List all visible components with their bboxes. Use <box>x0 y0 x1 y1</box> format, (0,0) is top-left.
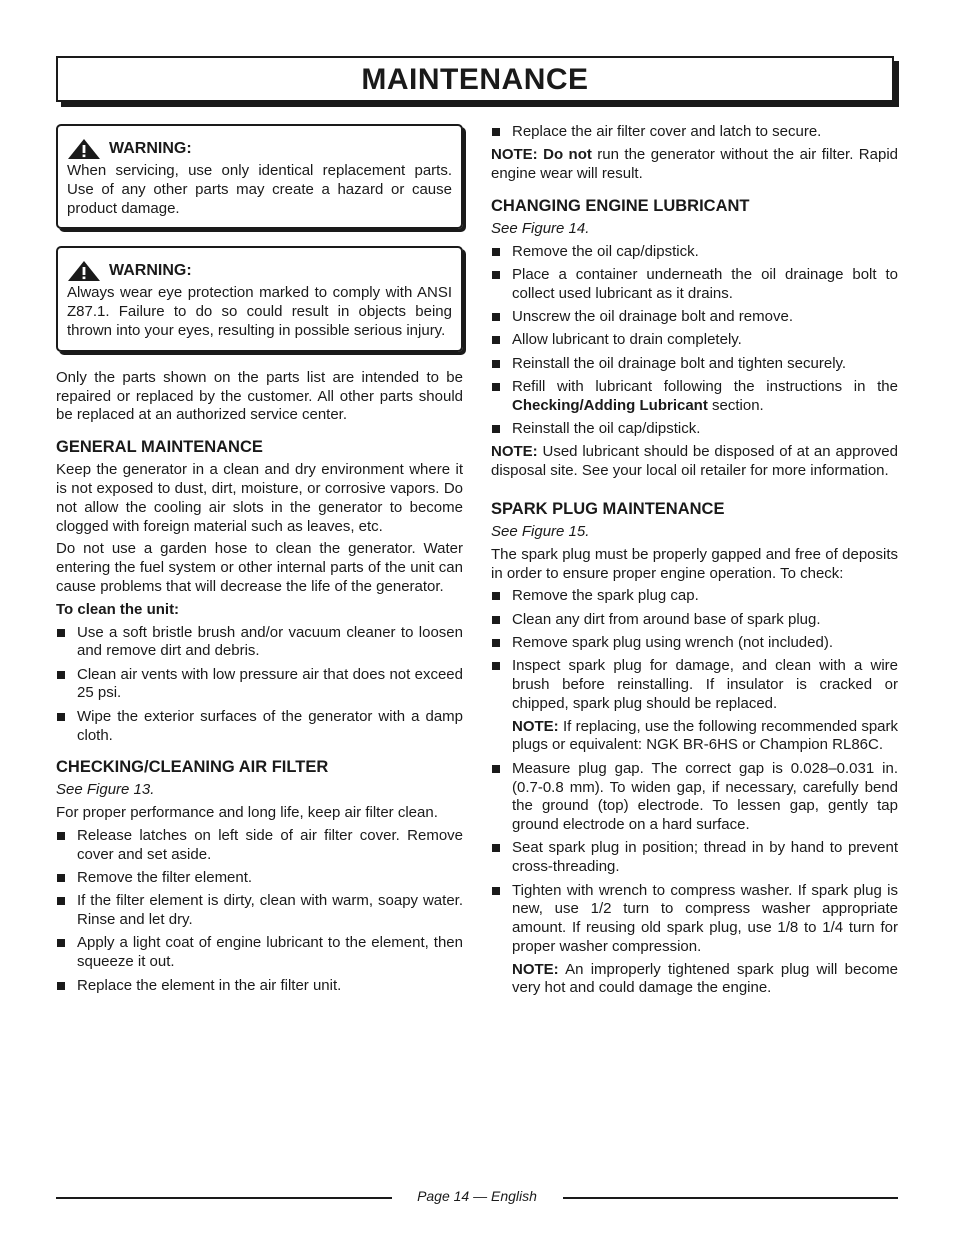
tighten-note <box>512 961 898 999</box>
list-item: Clean air vents with low pressure air that does not exceed 25 psi. <box>56 666 463 704</box>
warning-triangle-icon <box>67 138 101 160</box>
general-maintenance-heading: GENERAL MAINTENANCE <box>56 438 263 457</box>
refill-section-ref: Checking/Adding Lubricant <box>512 396 708 414</box>
spark-plug-list <box>491 587 898 998</box>
refill-text: Refill with lubricant following the instructions in the <box>512 377 898 395</box>
page-title-box <box>56 56 894 102</box>
general-paragraph-2: Do not use a garden hose to clean the generator. Water entering the fuel system or other internal parts of the unit can cause problems that will decrease the life of the generator. <box>56 540 463 595</box>
list-item: If the filter element is dirty, clean with warm, soapy water. Rinse and let dry. <box>56 892 463 930</box>
page-title: MAINTENANCE <box>361 63 589 96</box>
note-text: run the generator without the air filter. Rapid engine wear will result. <box>491 146 898 183</box>
warning-title: WARNING: <box>109 261 192 279</box>
list-item: Remove the oil cap/dipstick. <box>491 243 898 262</box>
warning-text: Always wear eye protection marked to comply with ANSI Z87.1. Failure to do so could result in objects being thrown into your eyes, resulting in possible serious injury. <box>67 284 452 339</box>
list-item: Wipe the exterior surfaces of the generator with a damp cloth. <box>56 708 463 746</box>
refill-text-end: section. <box>712 396 764 414</box>
air-filter-list-continued <box>491 123 898 142</box>
list-item: Replace the element in the air filter unit. <box>56 977 463 996</box>
general-paragraph-1: Keep the generator in a clean and dry environment where it is not exposed to dust, dirt, moisture, or corrosive vapors. Do not allow the cooling air slots in the generator to become clogged with foreign material such as leaves, etc. <box>56 461 463 535</box>
air-filter-list <box>56 827 463 995</box>
warning-header <box>67 260 452 282</box>
inspect-text: Inspect spark plug for damage, and clean with a wire brush before reinstalling. If insulator is cracked or chipped, spark plug should be replaced. <box>512 657 898 712</box>
warning-box-replacement-parts <box>56 124 463 229</box>
air-filter-figure-ref: See Figure 13. <box>56 781 155 799</box>
list-item: Remove the filter element. <box>56 869 463 888</box>
list-item: Remove spark plug using wrench (not included). <box>491 634 898 653</box>
note-text: If replacing, use the following recommended spark plugs or equivalent: NGK BR-6HS or Champion RL86C. <box>512 717 899 754</box>
list-item: Reinstall the oil cap/dipstick. <box>491 420 898 439</box>
air-filter-heading: CHECKING/CLEANING AIR FILTER <box>56 758 329 777</box>
list-item: Release latches on left side of air filter cover. Remove cover and set aside. <box>56 827 463 865</box>
clean-unit-label: To clean the unit: <box>56 600 180 618</box>
lubricant-note <box>491 443 898 481</box>
inspect-note <box>512 718 898 756</box>
page-footer <box>56 1188 898 1206</box>
list-item: Replace the air filter cover and latch to secure. <box>491 123 898 142</box>
list-item: Apply a light coat of engine lubricant to the element, then squeeze it out. <box>56 934 463 972</box>
note-label: NOTE: <box>491 443 538 461</box>
note-emphasis: Do not <box>543 146 592 164</box>
list-item: Seat spark plug in position; thread in by hand to prevent cross-threading. <box>491 839 898 877</box>
lubricant-heading: CHANGING ENGINE LUBRICANT <box>491 196 750 215</box>
note-label: NOTE: <box>512 717 559 735</box>
warning-title: WARNING: <box>109 139 192 157</box>
list-item: Remove the spark plug cap. <box>491 587 898 606</box>
tighten-text: Tighten with wrench to compress washer. If spark plug is new, use 1/2 turn to compress washer appropriate amount. If reusing old spark plug, use 1/8 to 1/4 turn for proper washer compression. <box>512 881 898 955</box>
list-item: Use a soft bristle brush and/or vacuum cleaner to loosen and remove dirt and debris. <box>56 624 463 662</box>
lubricant-list <box>491 243 898 439</box>
list-item: Reinstall the oil drainage bolt and tighten securely. <box>491 355 898 374</box>
note-text: An improperly tightened spark plug will become very hot and could damage the engine. <box>512 960 898 997</box>
note-label: NOTE: <box>512 960 559 978</box>
note-text: Used lubricant should be disposed of at an approved disposal site. See your local oil retailer for more information. <box>491 443 898 480</box>
list-item: Unscrew the oil drainage bolt and remove. <box>491 308 898 327</box>
left-column <box>56 124 463 1000</box>
spark-plug-figure-ref: See Figure 15. <box>491 522 590 540</box>
list-item: Allow lubricant to drain completely. <box>491 331 898 350</box>
spark-plug-heading: SPARK PLUG MAINTENANCE <box>491 499 725 518</box>
warning-box-eye-protection <box>56 246 463 351</box>
list-item: Clean any dirt from around base of spark plug. <box>491 611 898 630</box>
list-item: Place a container underneath the oil drainage bolt to collect used lubricant as it drains. <box>491 266 898 304</box>
air-filter-paragraph: For proper performance and long life, keep air filter clean. <box>56 804 438 822</box>
warning-text: When servicing, use only identical replacement parts. Use of any other parts may create a hazard or cause product damage. <box>67 162 452 217</box>
list-item-inspect <box>491 657 898 755</box>
right-column <box>491 124 898 1003</box>
warning-triangle-icon <box>67 260 101 282</box>
list-item-refill <box>491 378 898 416</box>
lubricant-figure-ref: See Figure 14. <box>491 219 590 237</box>
list-item: Measure plug gap. The correct gap is 0.028–0.031 in. (0.7-0.8 mm). To widen gap, if necessary, carefully bend the ground (top) electrode. To lessen gap, gently tap ground electrode on a hard surface. <box>491 760 898 835</box>
note-label: NOTE: <box>491 146 538 164</box>
list-item-tighten <box>491 882 898 999</box>
page-number: Page 14 — English <box>417 1188 537 1204</box>
intro-paragraph: Only the parts shown on the parts list are intended to be repaired or replaced by the customer. All other parts should be replaced at an authorized service center. <box>56 368 463 424</box>
clean-unit-list <box>56 624 463 746</box>
air-filter-note <box>491 146 898 184</box>
warning-header <box>67 138 452 160</box>
spark-plug-paragraph: The spark plug must be properly gapped and free of deposits in order to ensure proper engine operation. To check: <box>491 545 898 582</box>
